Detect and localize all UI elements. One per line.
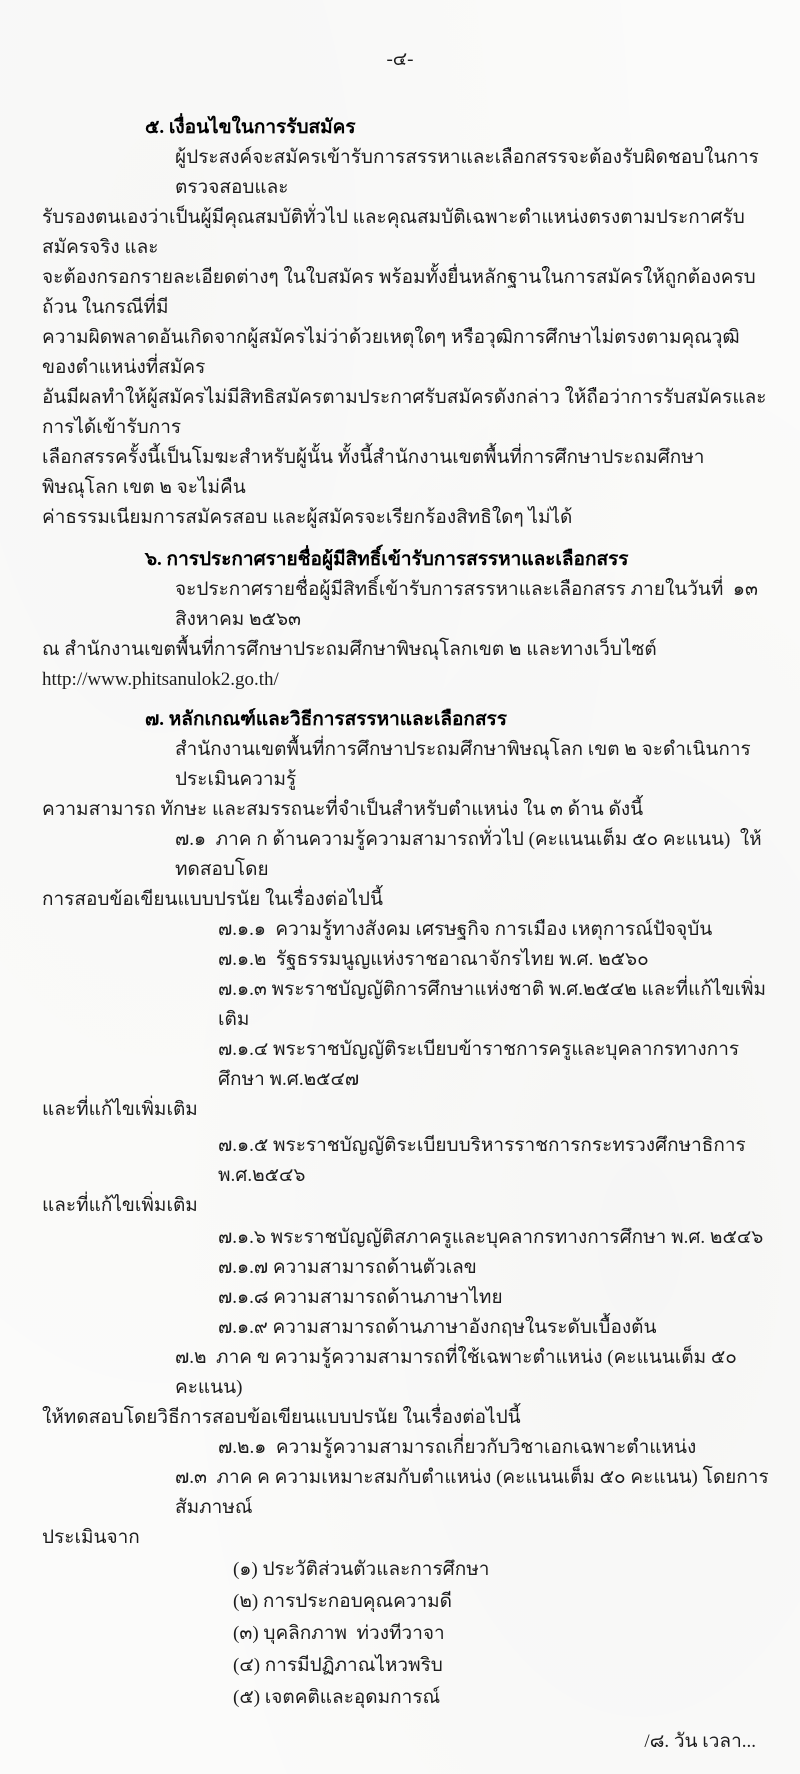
- paragraph-line: ค่าธรรมเนียมการสมัครสอบ และผู้สมัครจะเรียกร้องสิทธิใดๆ ไม่ได้: [42, 507, 573, 528]
- continuation-marker: /๘. วัน เวลา...: [644, 1731, 756, 1752]
- paragraph-line: สำนักงานเขตพื้นที่การศึกษาประถมศึกษาพิษณุโลก เขต ๒ จะดำเนินการประเมินความรู้: [175, 739, 751, 790]
- list-item: (๓) บุคลิกภาพ ท่วงทีวาจา: [233, 1623, 445, 1644]
- paragraph-line: อันมีผลทำให้ผู้สมัครไม่มีสิทธิสมัครตามประกาศรับสมัครดังกล่าว ให้ถือว่าการรับสมัครและการได้เข้ารับการ: [42, 387, 767, 438]
- list-item: ๗.๑.๕ พระราชบัญญัติระเบียบบริหารราชการกระทรวงศึกษาธิการ พ.ศ.๒๕๔๖: [218, 1135, 751, 1186]
- part-b-opening-line: ให้ทดสอบโดยวิธีการสอบข้อเขียนแบบปรนัย ในเรื่องต่อไปนี้: [42, 1407, 521, 1428]
- paragraph-line: ความผิดพลาดอันเกิดจากผู้สมัครไม่ว่าด้วยเหตุใดๆ หรือวุฒิการศึกษาไม่ตรงตามคุณวุฒิของตำแหน่งที่สมัคร: [42, 327, 740, 378]
- list-item: ๗.๑.๔ พระราชบัญญัติระเบียบข้าราชการครูและบุคลากรทางการศึกษา พ.ศ.๒๕๔๗: [218, 1039, 740, 1090]
- paragraph-line: ผู้ประสงค์จะสมัครเข้ารับการสรรหาและเลือกสรรจะต้องรับผิดชอบในการตรวจสอบและ: [175, 147, 759, 198]
- part-b-opening-line: ๗.๒ ภาค ข ความรู้ความสามารถที่ใช้เฉพาะตำแหน่ง (คะแนนเต็ม ๕๐ คะแนน): [175, 1347, 742, 1398]
- list-item: ๗.๑.๙ ความสามารถด้านภาษาอังกฤษในระดับเบื้องต้น: [218, 1317, 657, 1338]
- list-item: (๒) การประกอบคุณความดี: [233, 1591, 453, 1612]
- section-5-heading: ๕. เงื่อนไขในการรับสมัคร: [145, 117, 356, 138]
- list-item-continuation: และที่แก้ไขเพิ่มเติม: [42, 1099, 198, 1120]
- section-6-heading: ๖. การประกาศรายชื่อผู้มีสิทธิ์เข้ารับการสรรหาและเลือกสรร: [145, 549, 629, 570]
- list-item: ๗.๑.๑ ความรู้ทางสังคม เศรษฐกิจ การเมือง เหตุการณ์ปัจจุบัน: [218, 919, 713, 940]
- part-a-general-knowledge: [42, 825, 770, 1343]
- list-item: (๑) ประวัติส่วนตัวและการศึกษา: [233, 1559, 490, 1580]
- paragraph-line: จะประกาศรายชื่อผู้มีสิทธิ์เข้ารับการสรรหาและเลือกสรร ภายในวันที่ ๑๓ สิงหาคม ๒๕๖๓: [175, 579, 768, 630]
- list-item: ๗.๒.๑ ความรู้ความสามารถเกี่ยวกับวิชาเอกเฉพาะตำแหน่ง: [218, 1437, 697, 1458]
- paragraph-line: รับรองตนเองว่าเป็นผู้มีคุณสมบัติทั่วไป และคุณสมบัติเฉพาะตำแหน่งตรงตามประกาศรับสมัครจริง และ: [42, 207, 745, 258]
- section-5-conditions: [42, 113, 770, 533]
- list-item: ๗.๑.๓ พระราชบัญญัติการศึกษาแห่งชาติ พ.ศ.๒๕๔๒ และที่แก้ไขเพิ่มเติม: [218, 979, 767, 1030]
- paragraph-line: เลือกสรรครั้งนี้เป็นโมฆะสำหรับผู้นั้น ทั้งนี้สำนักงานเขตพื้นที่การศึกษาประถมศึกษาพิษณุโลก เขต ๒ จะไม่คืน: [42, 447, 705, 498]
- paragraph-line-with-url: ณ สำนักงานเขตพื้นที่การศึกษาประถมศึกษาพิษณุโลกเขต ๒ และทางเว็บไซต์ http://www.phitsanulok2.go.th/: [42, 639, 662, 690]
- list-item: ๗.๑.๖ พระราชบัญญัติสภาครูและบุคลากรทางการศึกษา พ.ศ. ๒๕๔๖: [218, 1227, 764, 1248]
- list-item: ๗.๑.๒ รัฐธรรมนูญแห่งราชอาณาจักรไทย พ.ศ. ๒๕๖๐: [218, 949, 649, 970]
- list-item-continuation: และที่แก้ไขเพิ่มเติม: [42, 1195, 198, 1216]
- list-item: (๕) เจตคติและอุดมการณ์: [233, 1687, 441, 1708]
- section-7-heading: ๗. หลักเกณฑ์และวิธีการสรรหาและเลือกสรร: [145, 709, 507, 730]
- part-c-opening-line: ประเมินจาก: [42, 1527, 140, 1548]
- paragraph-line: จะต้องกรอกรายละเอียดต่างๆ ในใบสมัคร พร้อมทั้งยื่นหลักฐานในการสมัครให้ถูกต้องครบถ้วน ในกรณีที่มี: [42, 267, 756, 318]
- list-item: (๔) การมีปฏิภาณไหวพริบ: [233, 1655, 443, 1676]
- section-7-criteria: [42, 705, 770, 1713]
- section-6-announcement: [42, 545, 770, 695]
- part-a-opening-line: การสอบข้อเขียนแบบปรนัย ในเรื่องต่อไปนี้: [42, 889, 383, 910]
- list-item: ๗.๑.๗ ความสามารถด้านตัวเลข: [218, 1257, 477, 1278]
- part-c-interview: [42, 1463, 770, 1713]
- list-item: ๗.๑.๘ ความสามารถด้านภาษาไทย: [218, 1287, 503, 1308]
- page-number: -๔-: [386, 49, 414, 70]
- part-a-opening-line: ๗.๑ ภาค ก ด้านความรู้ความสามารถทั่วไป (คะแนนเต็ม ๕๐ คะแนน) ให้ทดสอบโดย: [175, 829, 762, 880]
- part-b-specific-knowledge: [42, 1343, 770, 1463]
- part-c-opening-line: ๗.๓ ภาค ค ความเหมาะสมกับตำแหน่ง (คะแนนเต็ม ๕๐ คะแนน) โดยการสัมภาษณ์: [175, 1467, 769, 1518]
- paragraph-line: ความสามารถ ทักษะ และสมรรถนะที่จำเป็นสำหรับตำแหน่ง ใน ๓ ด้าน ดังนี้: [42, 799, 644, 820]
